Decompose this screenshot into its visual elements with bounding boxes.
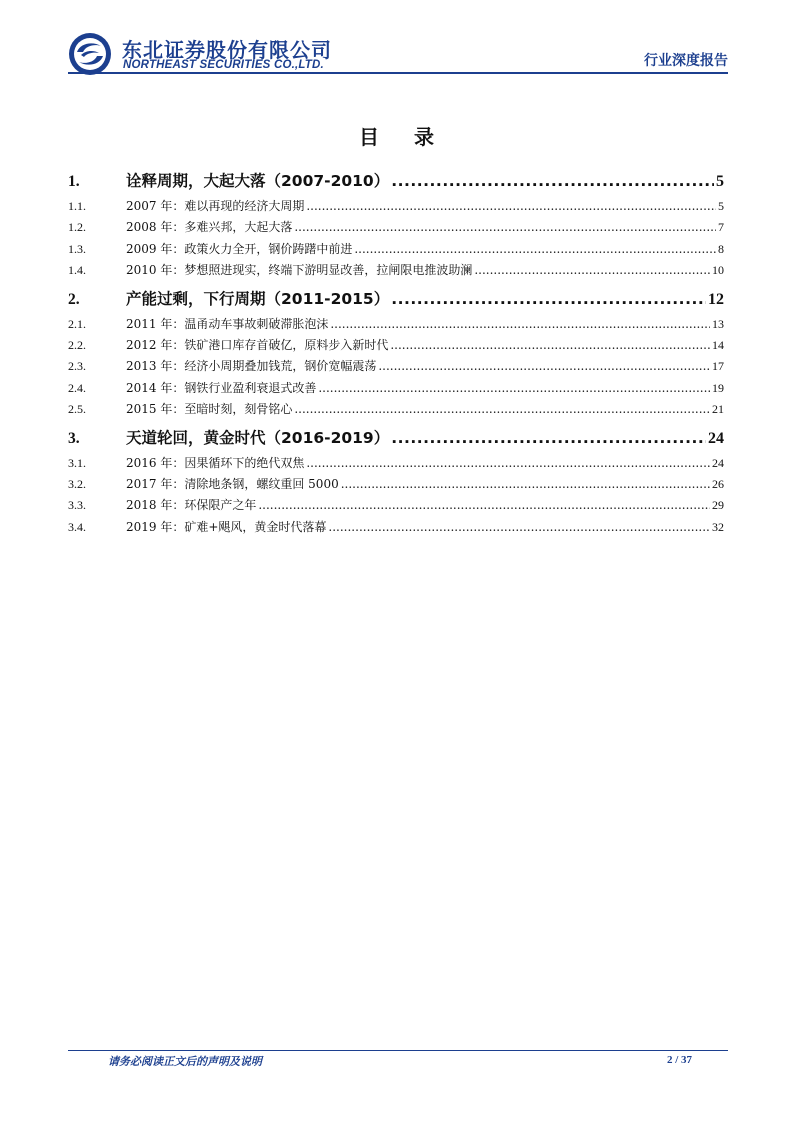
toc-item-number: 1.2. (68, 220, 86, 235)
toc-item-3-1[interactable] (68, 453, 724, 474)
toc-item-number: 1.1. (68, 199, 86, 213)
toc-item-title: 2011 年：温甬动车事故刺破滞胀泡沫 (126, 316, 329, 331)
toc-leader-dots (318, 378, 710, 399)
toc-section-number: 2. (68, 290, 80, 308)
toc-section-1[interactable] (68, 166, 724, 196)
toc-leader-dots (306, 453, 710, 474)
toc-item-page: 17 (712, 359, 724, 374)
toc-item-title: 2016 年：因果循环下的绝代双焦 (126, 455, 305, 470)
toc-leader-dots (330, 314, 710, 335)
toc-item-title: 2013 年：经济小周期叠加钱荒，钢价宽幅震荡 (126, 359, 377, 374)
toc-item-title: 2008 年：多难兴邦，大起大落 (126, 220, 293, 235)
company-name-en: NORTHEAST SECURITIES CO.,LTD. (123, 59, 324, 71)
toc-section-page: 5 (716, 173, 724, 190)
toc-item-number: 2.5. (68, 402, 86, 417)
toc-item-2-2[interactable] (68, 335, 724, 356)
toc-item-3-2[interactable] (68, 474, 724, 495)
toc-section-title: 产能过剩，下行周期（2011-2015） (126, 289, 390, 308)
toc-item-number: 3.4. (68, 519, 86, 534)
toc-section-title: 诠释周期，大起大落（2007-2010） (126, 172, 390, 190)
header-divider (68, 72, 728, 74)
toc-item-page: 19 (712, 380, 724, 395)
toc-section-title: 天道轮回，黄金时代（2016-2019） (126, 428, 390, 447)
footer-disclaimer: 请务必阅读正文后的声明及说明 (108, 1055, 262, 1068)
toc-section-number: 3. (68, 429, 80, 447)
toc-item-title: 2009 年：政策火力全开，钢价踌躇中前进 (126, 241, 353, 256)
toc-item-3-3[interactable] (68, 495, 724, 516)
toc-section-page: 12 (708, 290, 724, 308)
toc-leader-dots (391, 166, 714, 196)
toc-item-1-2[interactable] (68, 217, 724, 238)
toc-section-page: 24 (708, 429, 724, 447)
toc-item-1-1[interactable] (68, 196, 724, 217)
toc-item-page: 7 (718, 220, 724, 235)
toc-leader-dots (391, 284, 706, 314)
toc-leader-dots (391, 423, 706, 453)
toc-item-title: 2014 年：钢铁行业盈利衰退式改善 (126, 380, 317, 395)
toc-leader-dots (390, 335, 710, 356)
toc-item-page: 32 (712, 519, 724, 534)
toc-item-page: 10 (712, 263, 724, 278)
toc-item-number: 3.1. (68, 455, 86, 470)
company-logo-icon (68, 32, 112, 76)
toc-item-number: 1.3. (68, 241, 86, 256)
toc-leader-dots (294, 399, 710, 420)
toc-section-number: 1. (68, 173, 80, 190)
toc-item-2-3[interactable] (68, 356, 724, 377)
toc-leader-dots (378, 356, 710, 377)
toc-item-title: 2018 年：环保限产之年 (126, 498, 257, 513)
toc-leader-dots (328, 517, 710, 538)
toc-leader-dots (258, 495, 710, 516)
toc-item-number: 2.4. (68, 380, 86, 395)
toc-item-2-1[interactable] (68, 314, 724, 335)
toc-item-number: 3.2. (68, 476, 86, 491)
toc-section-3[interactable] (68, 423, 724, 453)
toc-item-title: 2015 年：至暗时刻，刻骨铭心 (126, 402, 293, 417)
toc-item-number: 1.4. (68, 263, 86, 278)
company-name-cn: 东北证券股份有限公司 (122, 38, 332, 62)
page-indicator: 2 / 37 (666, 1054, 692, 1066)
toc-item-number: 2.1. (68, 316, 86, 331)
toc-item-number: 2.2. (68, 337, 86, 352)
toc-item-page: 5 (718, 199, 724, 213)
toc-title: 目 录 (359, 125, 448, 149)
toc-item-title: 2007 年：难以再现的经济大周期 (126, 199, 305, 213)
report-type-label: 行业深度报告 (644, 53, 728, 69)
table-of-contents (68, 164, 724, 538)
toc-item-3-4[interactable] (68, 517, 724, 538)
page-header (68, 28, 728, 74)
toc-leader-dots (474, 260, 710, 281)
toc-item-1-3[interactable] (68, 239, 724, 260)
toc-leader-dots (306, 196, 716, 217)
toc-item-1-4[interactable] (68, 260, 724, 281)
toc-item-page: 24 (712, 455, 724, 470)
toc-item-page: 8 (718, 241, 724, 256)
toc-item-page: 13 (712, 316, 724, 331)
toc-leader-dots (354, 239, 716, 260)
toc-item-number: 2.3. (68, 359, 86, 374)
toc-item-2-5[interactable] (68, 399, 724, 420)
toc-leader-dots (294, 217, 716, 238)
toc-item-title: 2019 年：矿难+飓风，黄金时代落幕 (126, 519, 327, 534)
toc-item-page: 29 (712, 498, 724, 513)
toc-item-title: 2017 年：清除地条钢，螺纹重回 5000 (126, 476, 339, 491)
toc-item-2-4[interactable] (68, 378, 724, 399)
toc-item-page: 21 (712, 402, 724, 417)
toc-item-title: 2010 年：梦想照进现实，终端下游明显改善，拉闸限电推波助澜 (126, 263, 473, 278)
toc-item-title: 2012 年：铁矿港口库存首破亿，原料步入新时代 (126, 337, 389, 352)
toc-item-page: 14 (712, 337, 724, 352)
toc-leader-dots (341, 474, 710, 495)
footer-divider (68, 1050, 728, 1051)
toc-item-page: 26 (712, 476, 724, 491)
toc-section-2[interactable] (68, 284, 724, 314)
toc-item-number: 3.3. (68, 498, 86, 513)
